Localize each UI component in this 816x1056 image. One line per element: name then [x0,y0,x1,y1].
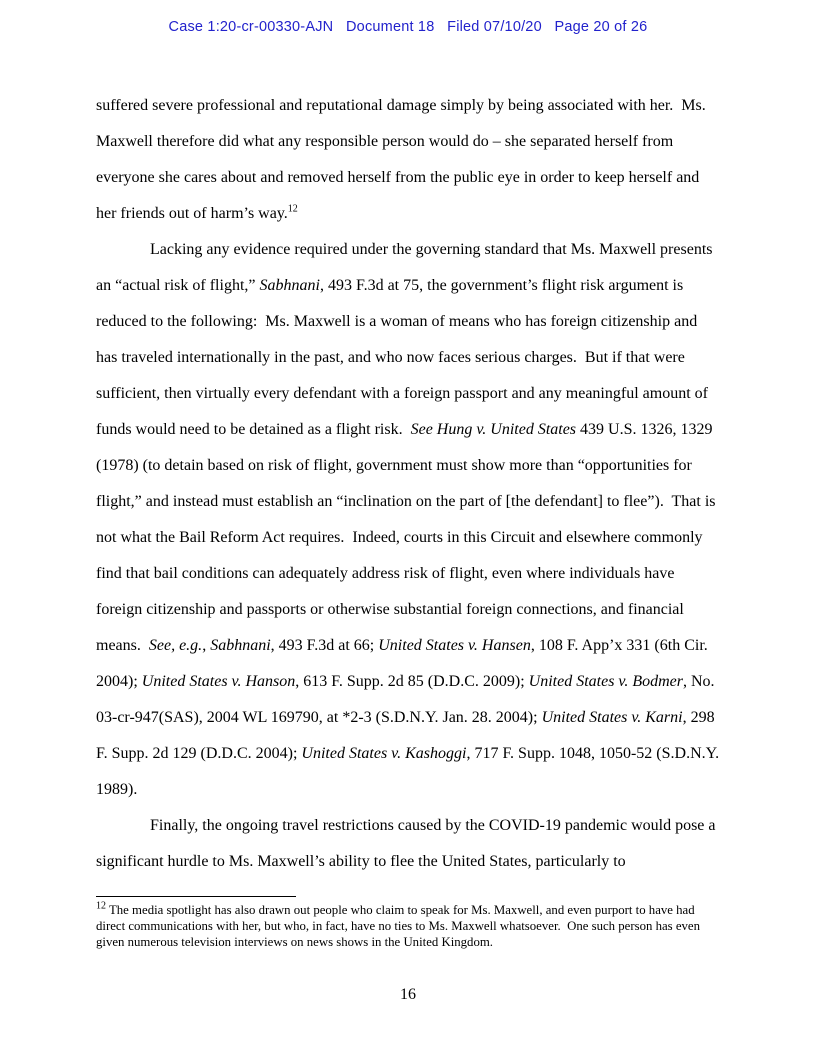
footnote-section [96,896,720,950]
paragraph-1: suffered severe professional and reputational damage simply by being associated with her. Ms. Maxwell therefore did what any responsible person would do – she separated herself from everyone she cares about and removed herself from the public eye in order to keep herself and her friends out of harm’s way.$^{12}$ [96,97,710,222]
paragraph-3: Finally, the ongoing travel restrictions caused by the COVID-19 pandemic would pose a significant hurdle to Ms. Maxwell’s ability to flee the United States, particularly to [96,817,720,870]
document-body [96,88,724,880]
page-number: 16 [400,986,416,1003]
case-header: Case 1:20-cr-00330-AJN Document 18 Filed 07/10/20 Page 20 of 26 [168,19,648,35]
paragraph-2: Lacking any evidence required under the governing standard that Ms. Maxwell presents an “actual risk of flight,” Sabhnani, 493 F.3d at 75, the government’s flight risk argument is reduced to the following: Ms. Maxwell is a woman of means who has foreign citizenship and has traveled internationally in the past, and who now faces serious charges. But if that were sufficient, then virtually every defendant with a foreign passport and any meaningful amount of funds would need to be detained as a flight risk. See Hung v. United States 439 U.S. 1326, 1329 (1978) (to detain based on risk of flight, government must show more than “opportunities for flight,” and instead must establish an “inclination on the part of [the defendant] to flee”). That is not what the Bail Reform Act requires. Indeed, courts in this Circuit and elsewhere commonly find that bail conditions can adequately address risk of flight, even where individuals have foreign citizenship and passports or otherwise substantial foreign connections, and financial means. See, e.g., Sabhnani, 493 F.3d at 66; United States v. Hansen, 108 F. App’x 331 (6th Cir. 2004); United States v. Hanson, 613 F. Supp. 2d 85 (D.D.C. 2009); United States v. Bodmer, No. 03-cr-947(SAS), 2004 WL 169790, at *2-3 (S.D.N.Y. Jan. 28. 2004); United States v. Karni, 298 F. Supp. 2d 129 (D.D.C. 2004); United States v. Kashoggi, 717 F. Supp. 1048, 1050-52 (S.D.N.Y. 1989). [96,241,724,798]
footnote-text: $^{12}$ The media spotlight has also drawn out people who claim to speak for Ms. Maxwell, and even purport to have had direct communications with her, but who, in fact, have no ties to Ms. Maxwell whatsoever. One such person has even given numerous television interviews on news shows in the United Kingdom. [96,900,704,949]
